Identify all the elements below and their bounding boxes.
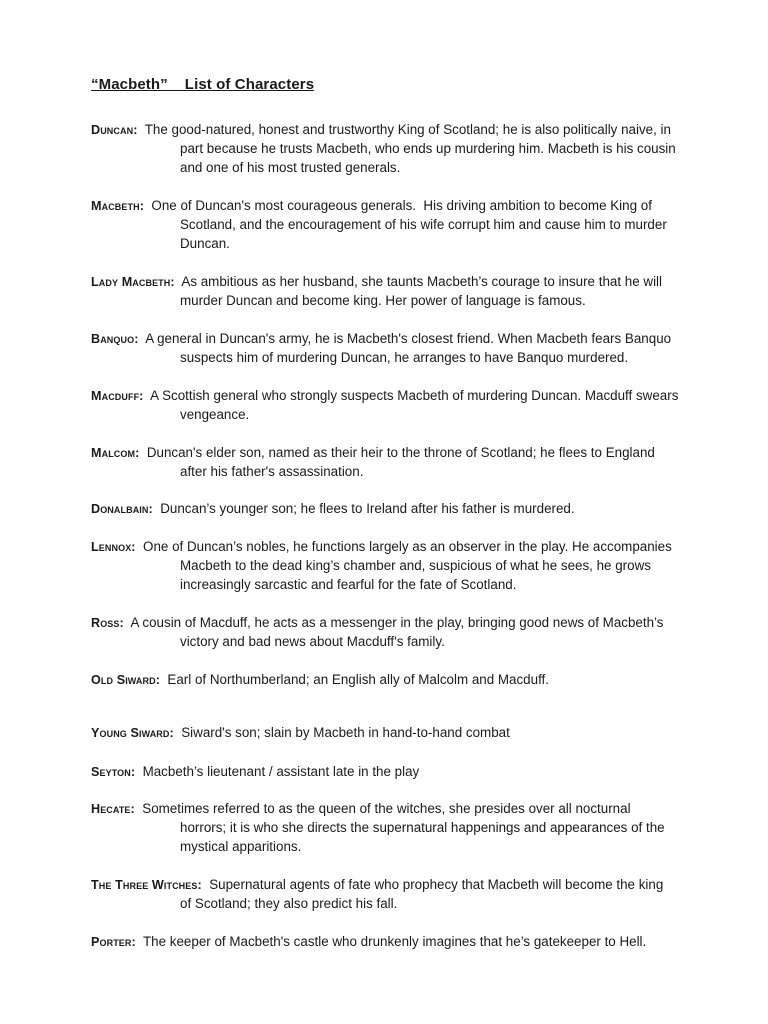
character-name: Old Siward:	[91, 673, 160, 687]
character-name: Duncan:	[91, 123, 138, 137]
description-continuation: Macbeth to the dead king’s chamber and, suspicious of what he sees, he grows	[180, 558, 651, 573]
description-text: As ambitious as her husband, she taunts Macbeth’s courage to insure that he will	[174, 274, 662, 289]
character-name: Malcom:	[91, 446, 140, 460]
entry-first-line	[91, 799, 711, 818]
description-continuation: increasingly sarcastic and fearful for the fate of Scotland.	[180, 577, 517, 592]
character-entry-old-siward	[91, 670, 711, 689]
character-entry-macbeth	[91, 196, 711, 253]
character-entry-donalbain	[91, 499, 711, 518]
description-continuation: suspects him of murdering Duncan, he arranges to have Banquo murdered.	[180, 350, 629, 365]
entry-first-line	[91, 196, 711, 215]
character-entry-banquo	[91, 329, 711, 367]
character-name: Banquo:	[91, 332, 139, 346]
character-name: Young Siward:	[91, 726, 174, 740]
entry-first-line	[91, 537, 711, 556]
character-entry-young-siward	[91, 723, 711, 742]
character-entry-three-witches	[91, 875, 711, 913]
character-name: Porter:	[91, 935, 136, 949]
character-entry-malcom	[91, 443, 711, 481]
description-continuation: after his father's assassination.	[180, 464, 364, 479]
description-text: Siward's son; slain by Macbeth in hand-to-hand combat	[173, 725, 510, 740]
character-entry-lennox	[91, 537, 711, 594]
description-text: Supernatural agents of fate who prophecy that Macbeth will become the king	[201, 877, 664, 892]
entry-first-line	[91, 875, 711, 894]
description-continuation: vengeance.	[180, 407, 250, 422]
entry-first-line	[91, 120, 711, 139]
entry-first-line	[91, 670, 711, 689]
entry-first-line	[91, 723, 711, 742]
description-continuation: Scotland, and the encouragement of his wife corrupt him and cause him to murder	[180, 217, 667, 232]
character-name: Seyton:	[91, 765, 136, 779]
description-continuation: murder Duncan and become king. Her power of language is famous.	[180, 293, 586, 308]
entry-first-line	[91, 443, 711, 462]
description-continuation: horrors; it is who she directs the supernatural happenings and appearances of the	[180, 820, 665, 835]
description-continuation: part because he trusts Macbeth, who ends up murdering him. Macbeth is his cousin	[180, 141, 676, 156]
character-name: Ross:	[91, 616, 124, 630]
character-name: Macduff:	[91, 389, 144, 403]
description-continuation: victory and bad news about Macduff's family.	[180, 634, 445, 649]
character-name: Donalbain:	[91, 502, 153, 516]
character-name: Lennox:	[91, 540, 136, 554]
description-text: Earl of Northumberland; an English ally of Malcolm and Macduff.	[159, 672, 549, 687]
description-text: Macbeth’s lieutenant / assistant late in the play	[135, 764, 420, 779]
entry-first-line	[91, 272, 711, 291]
description-text: One of Duncan's most courageous generals. His driving ambition to become King of	[143, 198, 652, 213]
description-continuation: Duncan.	[180, 236, 230, 251]
description-text: Duncan's elder son, named as their heir to the throne of Scotland; he flees to England	[139, 445, 655, 460]
description-text: One of Duncan’s nobles, he functions largely as an observer in the play. He accompanies	[135, 539, 672, 554]
character-entry-ross	[91, 613, 711, 651]
character-name: Lady Macbeth:	[91, 275, 175, 289]
entry-first-line	[91, 329, 711, 348]
description-text: A Scottish general who strongly suspects Macbeth of murdering Duncan. Macduff swears	[143, 388, 679, 403]
character-entry-hecate	[91, 799, 711, 856]
character-name: The Three Witches:	[91, 878, 202, 892]
description-continuation: mystical apparitions.	[180, 839, 302, 854]
description-text: The good-natured, honest and trustworthy King of Scotland; he is also politically naive, in	[137, 122, 671, 137]
character-entry-porter	[91, 932, 711, 951]
character-entry-lady-macbeth	[91, 272, 711, 310]
document-title: “Macbeth” List of Characters	[91, 76, 315, 93]
description-continuation: of Scotland; they also predict his fall.	[180, 896, 398, 911]
entry-first-line	[91, 762, 711, 781]
character-entry-duncan	[91, 120, 711, 177]
description-text: Duncan’s younger son; he flees to Ireland after his father is murdered.	[152, 501, 575, 516]
description-text: A general in Duncan's army, he is Macbeth's closest friend. When Macbeth fears Banquo	[138, 331, 672, 346]
character-entry-macduff	[91, 386, 711, 424]
character-name: Macbeth:	[91, 199, 144, 213]
character-name: Hecate:	[91, 802, 135, 816]
entry-first-line	[91, 386, 711, 405]
description-text: The keeper of Macbeth's castle who drunkenly imagines that he’s gatekeeper to Hell.	[135, 934, 647, 949]
entry-first-line	[91, 613, 711, 632]
entry-first-line	[91, 499, 711, 518]
description-continuation: and one of his most trusted generals.	[180, 160, 401, 175]
entry-first-line	[91, 932, 711, 951]
description-text: A cousin of Macduff, he acts as a messenger in the play, bringing good news of Macbeth’s	[123, 615, 664, 630]
character-entry-seyton	[91, 762, 711, 781]
description-text: Sometimes referred to as the queen of the witches, she presides over all nocturnal	[134, 801, 631, 816]
